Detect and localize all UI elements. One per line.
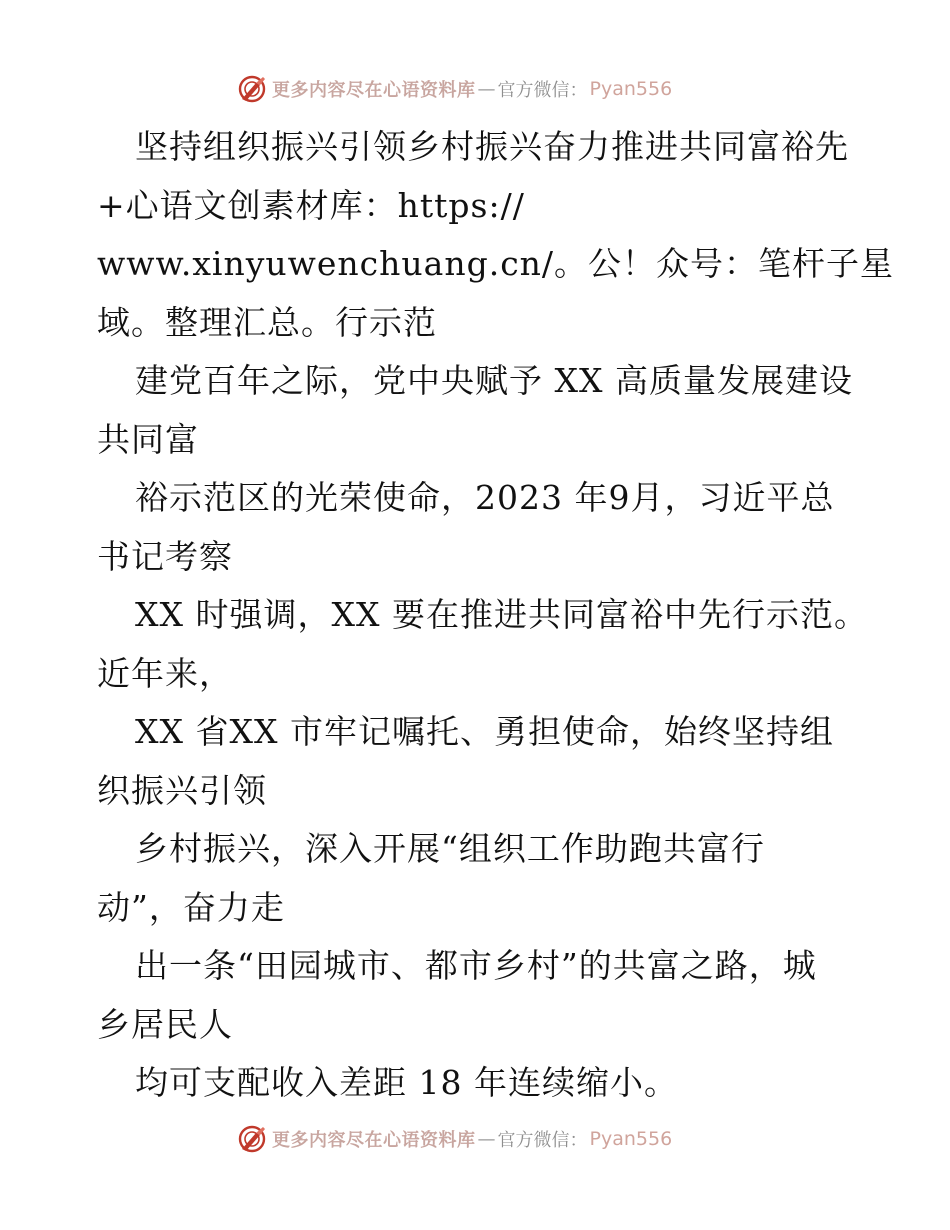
body-line: +心语文创素材库：https:// [97,185,525,225]
header-banner [236,72,716,106]
header-separator: — [477,78,496,100]
pen-logo-icon [236,1123,268,1155]
footer-brand-text: 更多内容尽在心语资料库 [272,1130,476,1151]
footer-separator: — [477,1128,496,1150]
body-line: 动”，奋力走 [97,887,285,927]
header-brand-text: 更多内容尽在心语资料库 [272,80,476,101]
header-wechat-id: Pyan556 [589,78,673,100]
footer-banner [236,1122,716,1156]
body-line: 出一条“田园城市、都市乡村”的共富之路，城 [135,946,817,985]
body-line: 域。整理汇总。行示范 [97,302,437,342]
pen-logo-icon [236,73,268,105]
body-line: XX 时强调，XX 要在推进共同富裕中先行示范。 [135,595,868,634]
body-line: 近年来， [97,653,233,693]
header-official-label: 官方微信： [497,80,588,101]
body-line: 裕示范区的光荣使命，2023 年9月，习近平总 [135,478,835,517]
body-line: 乡村振兴，深入开展“组织工作助跑共富行 [135,829,765,868]
document-body [97,118,895,1113]
body-line: 织振兴引领 [97,770,267,810]
body-line: www.xinyuwenchuang.cn/。公！众号：笔杆子星 [97,244,895,283]
body-line: 乡居民人 [97,1004,233,1044]
body-line: 共同富 [97,419,199,459]
body-line: 建党百年之际，党中央赋予 XX 高质量发展建设 [135,361,853,400]
body-line: XX 省XX 市牢记嘱托、勇担使命，始终坚持组 [135,712,834,751]
footer-wechat-id: Pyan556 [589,1128,673,1150]
body-line: 书记考察 [97,536,233,576]
body-line: 坚持组织振兴引领乡村振兴奋力推进共同富裕先 [135,127,849,166]
footer-official-label: 官方微信： [497,1130,588,1151]
body-line: 均可支配收入差距 18 年连续缩小。 [135,1063,678,1102]
